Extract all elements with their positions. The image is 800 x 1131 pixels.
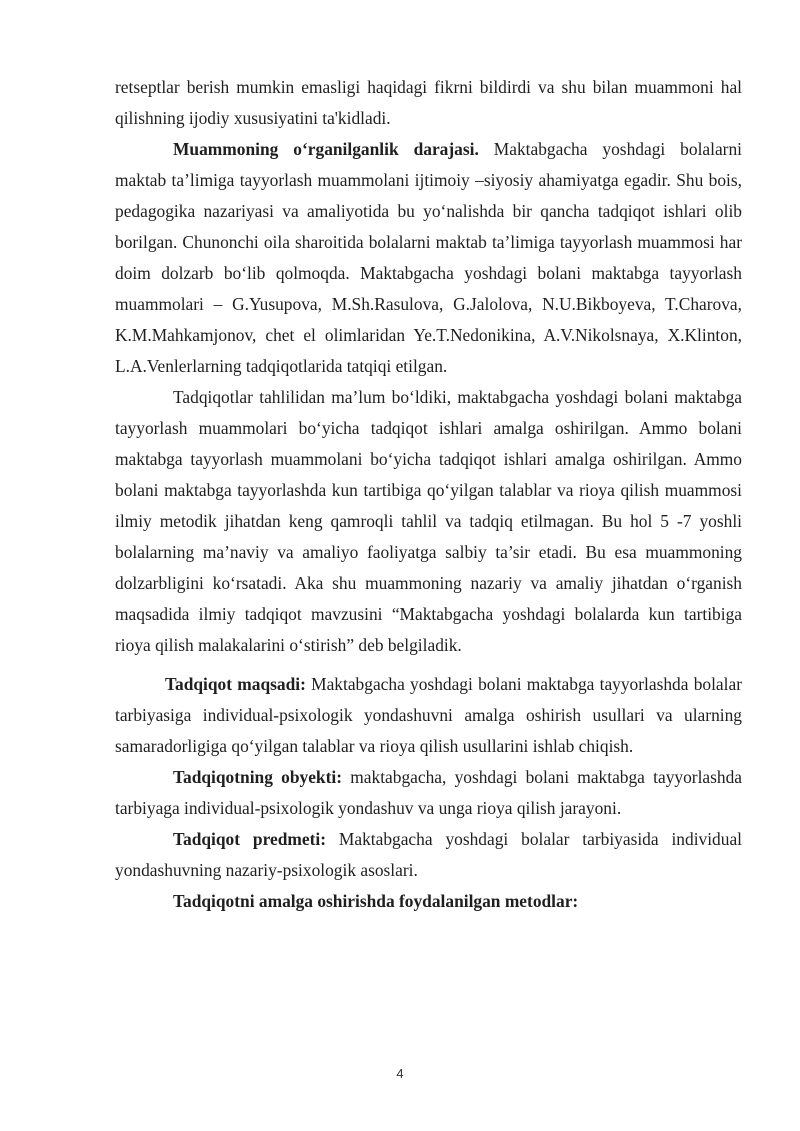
paragraph-research-level <box>115 134 742 382</box>
paragraph-text: retseptlar berish mumkin emasligi haqidagi fikrni bildirdi va shu bilan muammoni hal qilishning ijodiy xususiyatini ta'kidladi. <box>115 77 742 128</box>
paragraph-text: Maktabgacha yoshdagi bolalar tarbiyasida individual yondashuvning nazariy-psixologik asoslari. <box>115 829 743 880</box>
paragraph-analysis <box>115 382 742 661</box>
paragraph-heading: Tadqiqotning obyekti: <box>173 767 343 787</box>
paragraph-heading: Tadqiqotni amalga oshirishda foydalanilgan metodlar: <box>173 891 579 911</box>
document-page <box>115 72 742 917</box>
paragraph-text: Maktabgacha yoshdagi bolani maktabga tayyorlashda bolalar tarbiyasiga individual-psixologik yondashuvni amalga oshirish usullari va ularning samaradorligiga qo‘yilgan talablar va rioya qilish usullarini ishlab chiqish. <box>115 674 742 756</box>
paragraph-text: Tadqiqotlar tahlilidan ma’lum bo‘ldiki, maktabgacha yoshdagi bolani maktabga tayyorlash muammolari bo‘yicha tadqiqot ishlari amalga oshirilgan. Ammo bolani maktabga tayyorlash muammolani bo‘yicha tadqiqot ishlari amalga oshirilgan. Ammo bolani maktabga tayyorlashda kun tartibiga qo‘yilgan talablar va rioya qilish muammosi ilmiy metodik jihatdan keng qamroqli tahlil va tadqiq etilmagan. Bu hol 5 -7 yoshli bolalarning ma’naviy va amaliyo faoliyatga salbiy ta’sir etadi. Bu esa muammoning dolzarbligini ko‘rsatadi. Aka shu muammoning nazariy va amaliy jihatdan o‘rganish maqsadida ilmiy tadqiqot mavzusini “Maktabgacha yoshdagi bolalarda kun tartibiga rioya qilish malakalarini o‘stirish” deb belgiladik. <box>115 387 742 655</box>
paragraph-research-object <box>115 762 742 824</box>
paragraph-research-goal <box>115 669 742 762</box>
paragraph-heading: Tadqiqot maqsadi: <box>165 674 306 694</box>
paragraph-heading: Tadqiqot predmeti: <box>173 829 327 849</box>
paragraph-text: Maktabgacha yoshdagi bolalarni maktab ta’limiga tayyorlash muammolani ijtimoiy –siyosiy ahamiyatga egadir. Shu bois, pedagogika nazariyasi va amaliyotida bu yo‘nalishda bir qancha tadqiqot ishlari olib borilgan. Chunonchi oila sharoitida bolalarni maktab ta’limiga tayyorlash muammosi har doim dolzarb bo‘lib qolmoqda. Maktabgacha yoshdagi bolani maktabga tayyorlash muammolari – G.Yusupova, M.Sh.Rasulova, G.Jalolova, N.U.Bikboyeva, T.Charova, K.M.Mahkamjonov, chet el olimlaridan Ye.T.Nedonikina, A.V.Nikolsnaya, X.Klinton, L.A.Venlerlarning tadqiqotlarida tatqiqi etilgan. <box>115 139 742 376</box>
paragraph-intro <box>115 72 742 134</box>
paragraph-text: maktabgacha, yoshdagi bolani maktabga tayyorlashda tarbiyaga individual-psixologik yondashuv va unga rioya qilish jarayoni. <box>115 767 742 818</box>
paragraph-methods <box>115 886 742 917</box>
paragraph-heading: Muammoning o‘rganilganlik darajasi. <box>173 139 479 159</box>
page-number: 4 <box>396 1066 404 1081</box>
paragraph-research-subject <box>115 824 742 886</box>
